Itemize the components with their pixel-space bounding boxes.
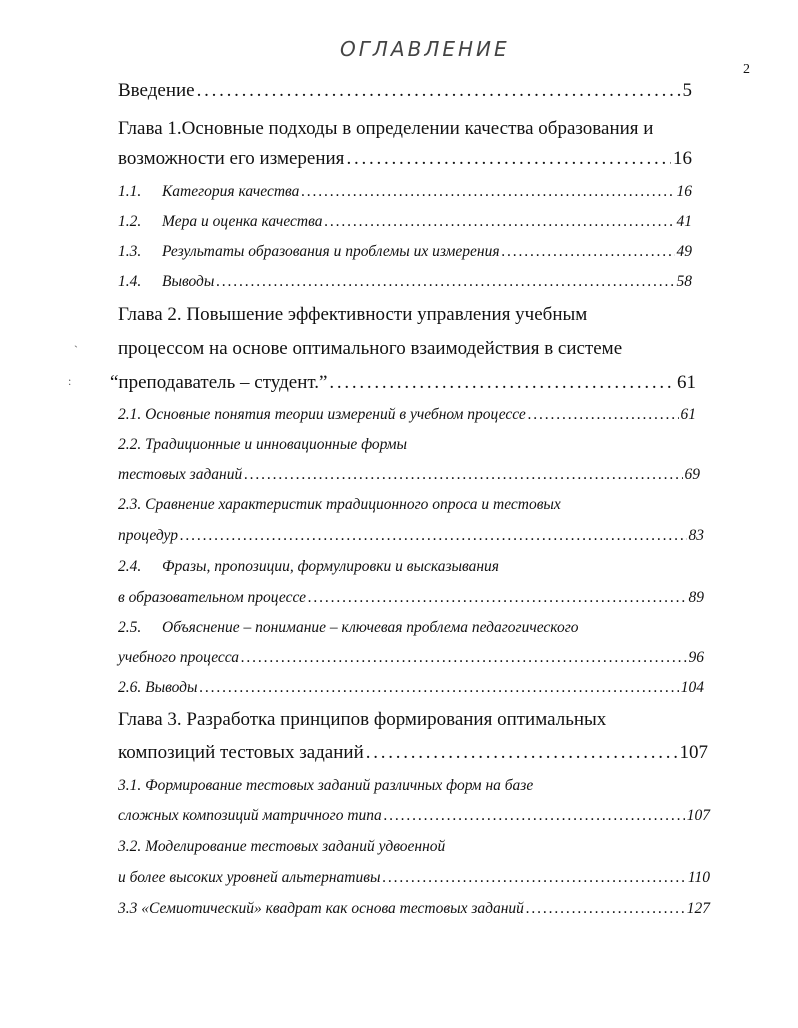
toc-entry-2-2[interactable]: тестовых заданий . . . 69: [118, 466, 700, 484]
toc-entry-chapter-3[interactable]: композиций тестовых заданий . . . 107: [118, 742, 708, 764]
leader-dots: [301, 183, 674, 201]
toc-entry-3-1-line1[interactable]: 3.1. Формирование тестовых заданий различных форм на базе: [118, 777, 534, 794]
page-number: 2: [743, 62, 750, 77]
leader-dots: [197, 80, 681, 102]
toc-entry-1-3[interactable]: 1.3. Результаты образования и проблемы их измерения . . . 49: [118, 243, 692, 261]
toc-entry-3-3[interactable]: 3.3 «Семиотический» квадрат как основа тестовых заданий . . . 127: [118, 900, 710, 918]
toc-entry-2-2-line1[interactable]: 2.2. Традиционные и инновационные формы: [118, 436, 408, 453]
toc-entry-1-1[interactable]: 1.1. Категория качества . . . 16: [118, 183, 692, 201]
toc-entry-1-4[interactable]: 1.4. Выводы . . . 58: [118, 273, 692, 291]
toc-entry-3-2[interactable]: и более высоких уровней альтернативы . . . 110: [118, 869, 710, 887]
chapter-2-title-line2[interactable]: процессом на основе оптимального взаимодействия в системе: [118, 338, 623, 359]
leader-dots: [244, 466, 682, 484]
chapter-1-title-line1[interactable]: Глава 1.Основные подходы в определении качества образования и: [118, 118, 654, 139]
toc-entry-intro[interactable]: Введение . . . 5: [118, 80, 692, 102]
leader-dots: [200, 679, 679, 697]
svg-text:ОГЛАВЛЕНИЕ: ОГЛАВЛЕНИЕ: [340, 37, 510, 61]
leader-dots: [528, 406, 679, 424]
toc-entry-2-5[interactable]: учебного процесса . . . 96: [118, 649, 704, 667]
toc-entry-2-5-line1[interactable]: 2.5. Объяснение – понимание – ключевая проблема педагогического: [118, 619, 579, 636]
toc-entry-2-4[interactable]: в образовательном процессе . . . 89: [118, 589, 704, 607]
toc-entry-2-6[interactable]: 2.6. Выводы . . . 104: [118, 679, 704, 697]
toc-entry-3-1[interactable]: сложных композиций матричного типа . . . 107: [118, 807, 710, 825]
scan-mark: ˎ: [74, 334, 78, 348]
leader-dots: [382, 869, 685, 887]
toc-entry-1-2[interactable]: 1.2. Мера и оценка качества . . . 41: [118, 213, 692, 231]
chapter-2-title-line1[interactable]: Глава 2. Повышение эффективности управления учебным: [118, 304, 588, 325]
leader-dots: [180, 527, 687, 545]
toc-entry-chapter-2[interactable]: “преподаватель – студент.” . . . 61: [110, 372, 696, 394]
leader-dots: [216, 273, 674, 291]
toc-entry-chapter-1[interactable]: возможности его измерения . . . 16: [118, 148, 692, 170]
leader-dots: [329, 372, 675, 394]
leader-dots: [366, 742, 678, 764]
leader-dots: [502, 243, 675, 261]
leader-dots: [384, 807, 685, 825]
leader-dots: [324, 213, 674, 231]
toc-entry-2-3-line1[interactable]: 2.3. Сравнение характеристик традиционного опроса и тестовых: [118, 496, 561, 513]
scan-mark: :: [68, 374, 72, 388]
leader-dots: [241, 649, 686, 667]
leader-dots: [526, 900, 685, 918]
toc-entry-3-2-line1[interactable]: 3.2. Моделирование тестовых заданий удвоенной: [118, 838, 446, 855]
chapter-3-title-line1[interactable]: Глава 3. Разработка принципов формирования оптимальных: [118, 709, 607, 730]
toc-entry-2-1[interactable]: 2.1. Основные понятия теории измерений в учебном процессе . . . 61: [118, 406, 696, 424]
leader-dots: [346, 148, 671, 170]
handwritten-heading: [340, 36, 540, 64]
toc-entry-2-4-line1[interactable]: 2.4. Фразы, пропозиции, формулировки и высказывания: [118, 558, 500, 575]
leader-dots: [308, 589, 686, 607]
toc-entry-2-3[interactable]: процедур . . . 83: [118, 527, 704, 545]
